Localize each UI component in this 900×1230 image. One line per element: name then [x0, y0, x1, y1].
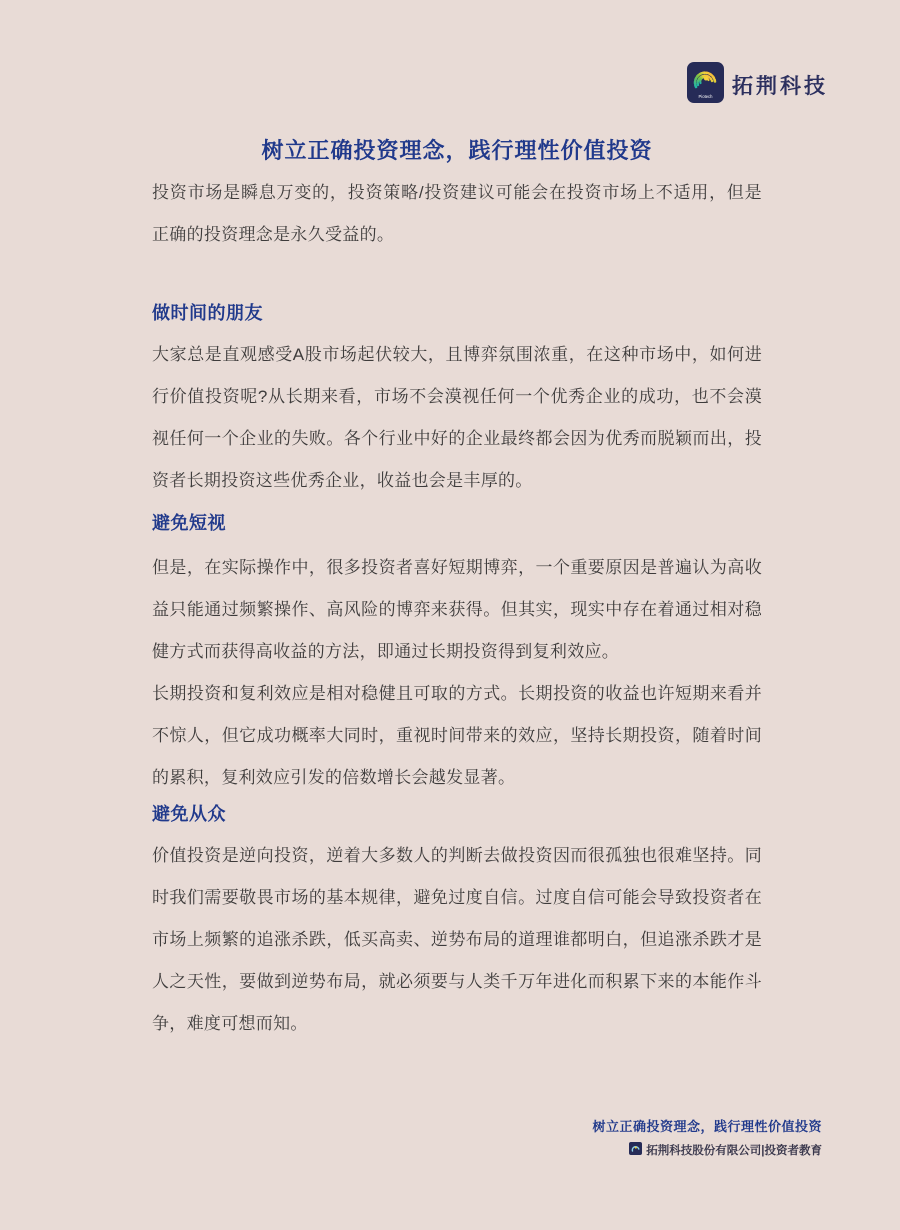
page-title: 树立正确投资理念，践行理性价值投资 [261, 138, 653, 163]
footer-company-line [592, 1142, 822, 1160]
section-heading-avoid-shortsightedness: 避免短视 [152, 513, 226, 533]
article [152, 0, 762, 1045]
intro-paragraph: 投资市场是瞬息万变的，投资策略/投资建议可能会在投资市场上不适用，但是正确的投资理念是永久受益的。 [152, 183, 762, 244]
section-paragraph: 但是，在实际操作中，很多投资者喜好短期博弈，一个重要原因是普遍认为高收益只能通过频繁操作、高风险的博弈来获得。但其实，现实中存在着通过相对稳健方式而获得高收益的方法，即通过长期投资得到复利效应。 [152, 558, 762, 661]
piotech-logo-latin-text: Piotech [698, 94, 713, 99]
section-paragraph: 价值投资是逆向投资，逆着大多数人的判断去做投资因而很孤独也很难坚持。同时我们需要敬畏市场的基本规律，避免过度自信。过度自信可能会导致投资者在市场上频繁的追涨杀跌，低买高卖、逆势布局的道理谁都明白，但追涨杀跌才是人之天性，要做到逆势布局，就必须要与人类千万年进化而积累下来的本能作斗争，难度可想而知。 [152, 846, 762, 1033]
piotech-logo-name: 拓荆科技 [732, 75, 828, 98]
footer-logo-icon [629, 1142, 642, 1160]
footer-company-text: 拓荆科技股份有限公司|投资者教育 [646, 1144, 822, 1157]
section-paragraph: 长期投资和复利效应是相对稳健且可取的方式。长期投资的收益也许短期来看并不惊人，但它成功概率大同时，重视时间带来的效应，坚持长期投资，随着时间的累积，复利效应引发的倍数增长会越发显著。 [152, 684, 762, 787]
footer-slogan: 树立正确投资理念，践行理性价值投资 [592, 1119, 822, 1134]
section-paragraph: 大家总是直观感受A股市场起伏较大，且博弈氛围浓重，在这种市场中，如何进行价值投资呢?从长期来看，市场不会漠视任何一个优秀企业的成功，也不会漠视任何一个企业的失败。各个行业中好的企业最终都会因为优秀而脱颖而出，投资者长期投资这些优秀企业，收益也会是丰厚的。 [152, 345, 762, 490]
page-footer [592, 1117, 822, 1160]
section-heading-avoid-herding: 避免从众 [152, 804, 226, 824]
section-heading-friend-of-time: 做时间的朋友 [152, 303, 263, 323]
